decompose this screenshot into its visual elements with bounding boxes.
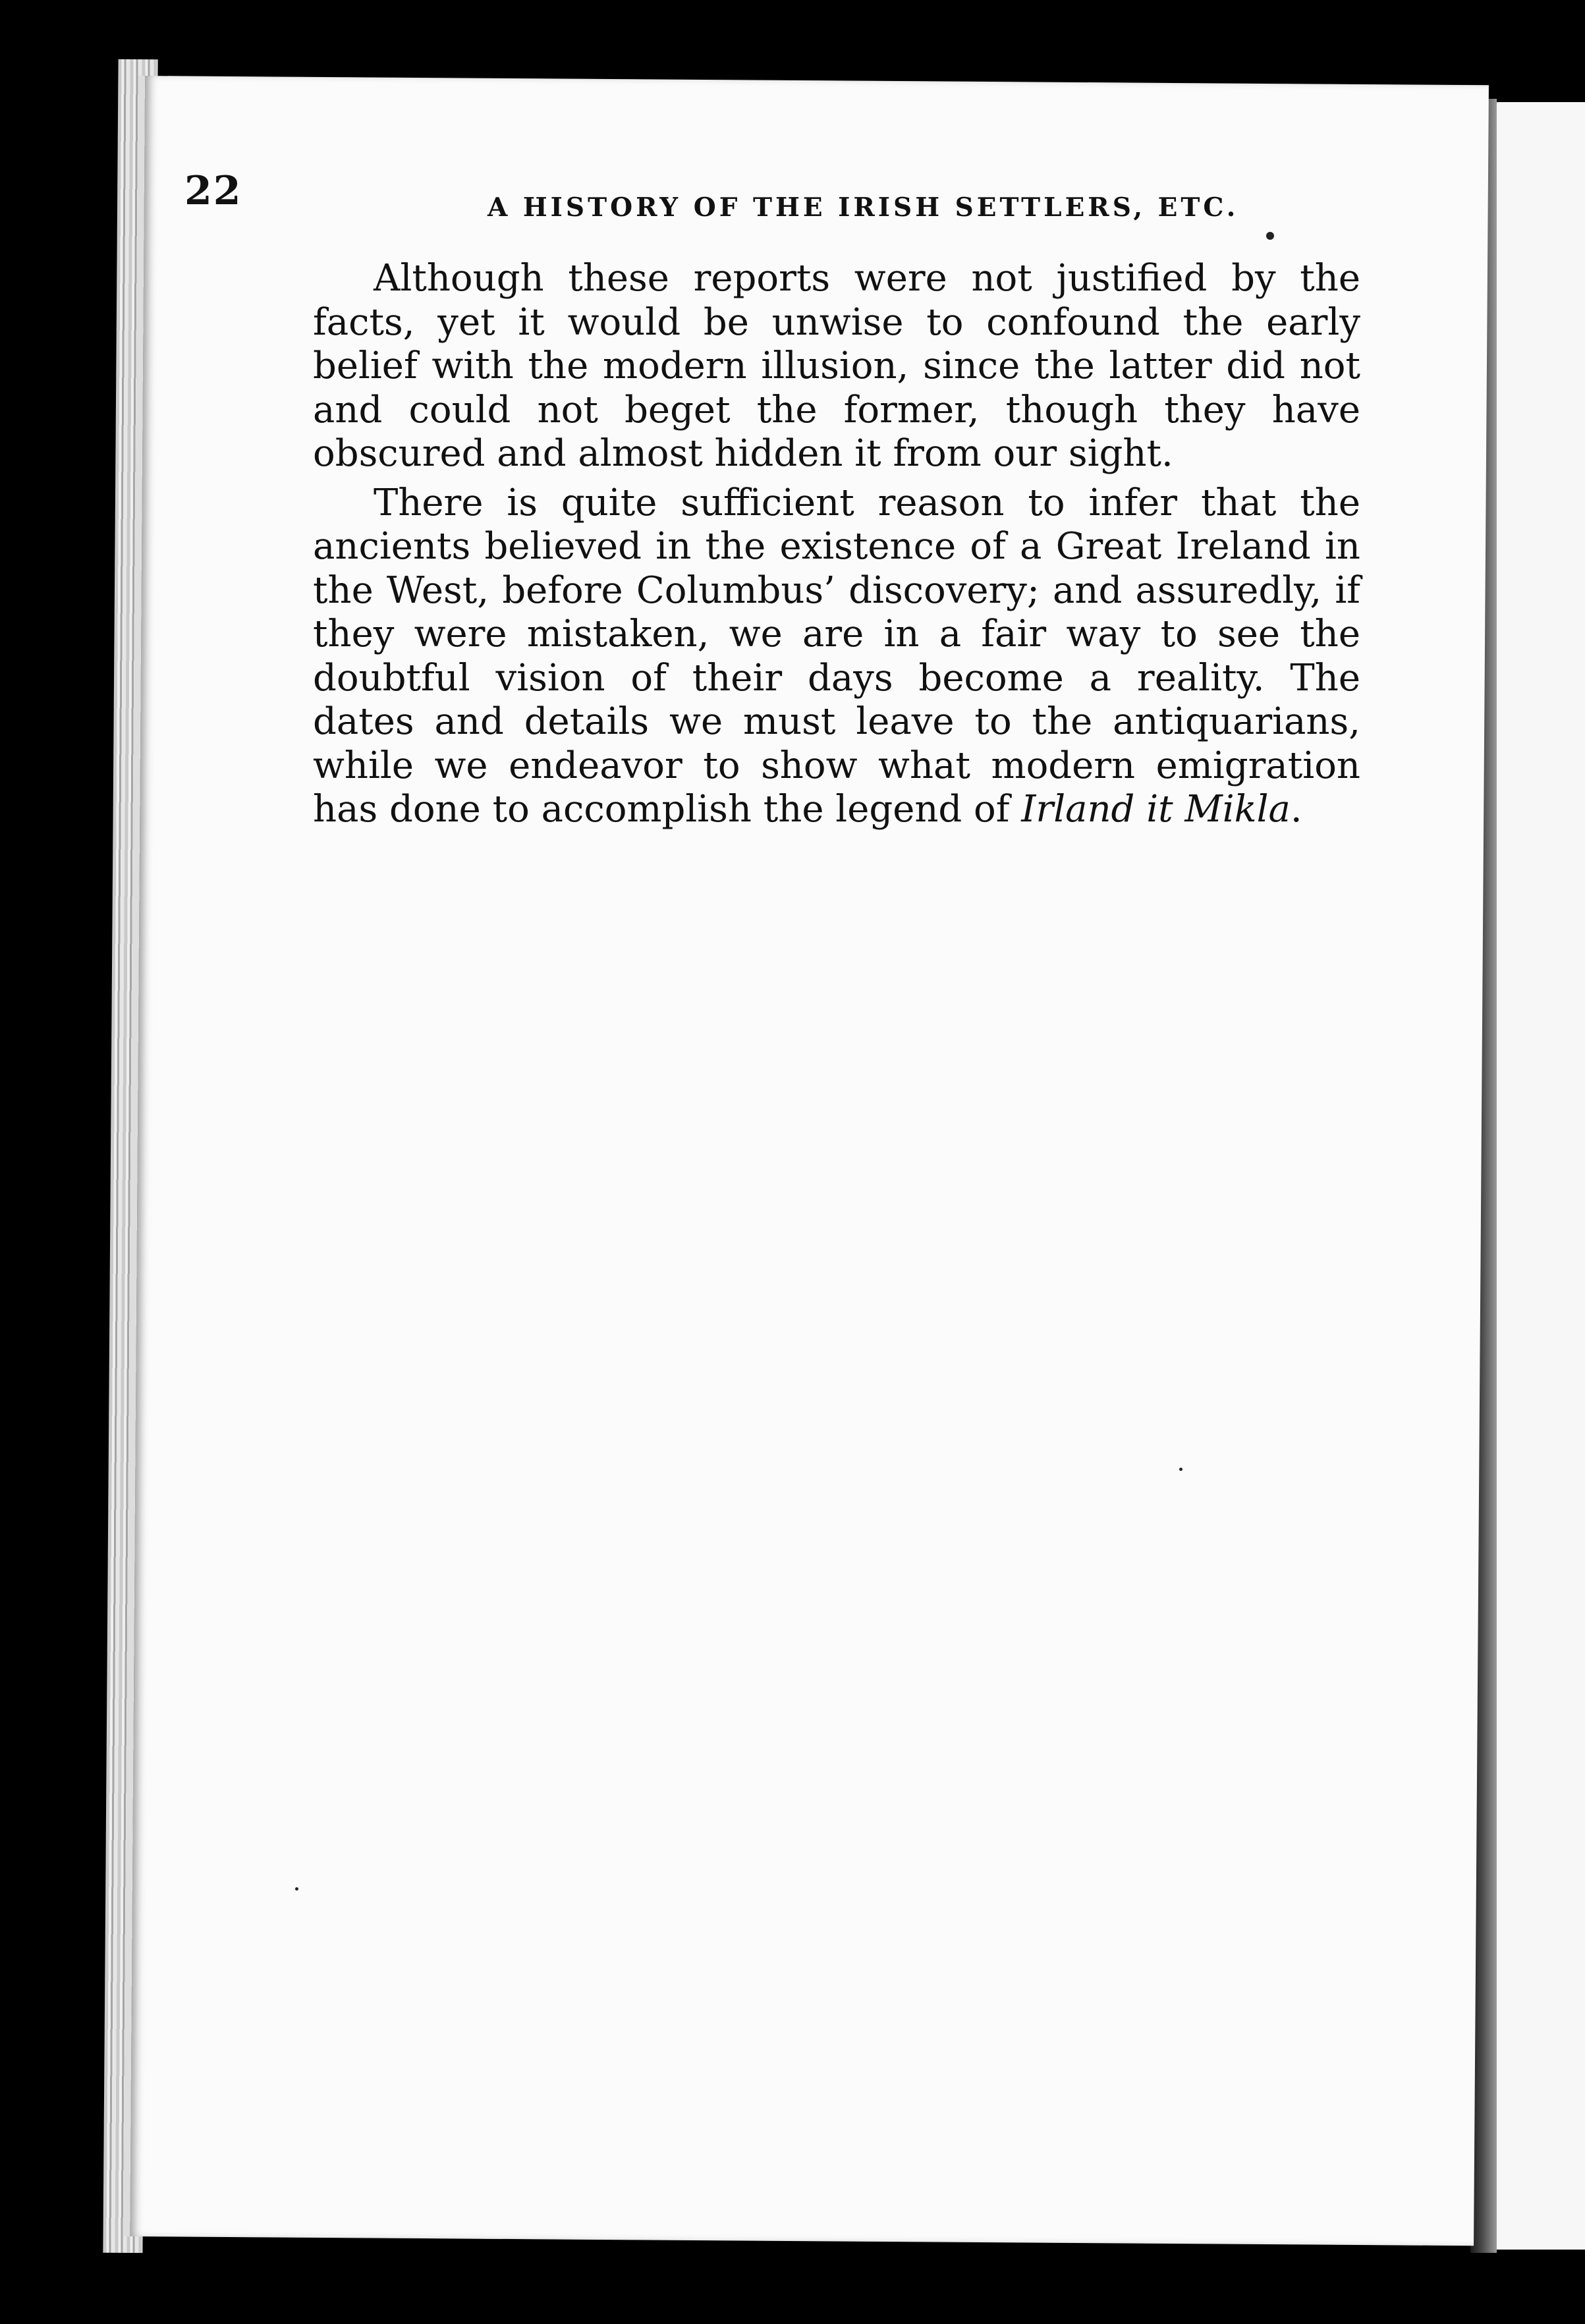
running-head: A HISTORY OF THE IRISH SETTLERS, ETC.: [487, 192, 1239, 223]
paragraph-end: .: [1290, 788, 1302, 831]
paragraph: [313, 482, 1360, 832]
paragraph: Although these reports were not justified by the facts, yet it would be unwise to confound the early belief with the modern illusion, since the latter did not and could not beget the former, though they have obscured and almost hidden it from our sight.: [313, 257, 1360, 475]
body-text: [313, 257, 1360, 837]
facing-page: [1482, 102, 1585, 2250]
italic-phrase: Irland it Mikla: [1021, 788, 1291, 831]
paragraph-text: There is quite sufficient reason to infer that the ancients believed in the existence of a Great Ireland in the West, before Columbus’ discovery; and assuredly, if they were mistaken, we are in a fair way to see the doubtful vision of their days become a reality. The dates and details we must leave to the antiquarians, while we endeavor to show what modern emigration has done to accomplish the legend of: [313, 481, 1360, 831]
page-number: 22: [184, 168, 242, 214]
ink-speck: [295, 1887, 298, 1891]
ink-speck: [1266, 232, 1274, 240]
ink-speck: [1179, 1468, 1182, 1471]
